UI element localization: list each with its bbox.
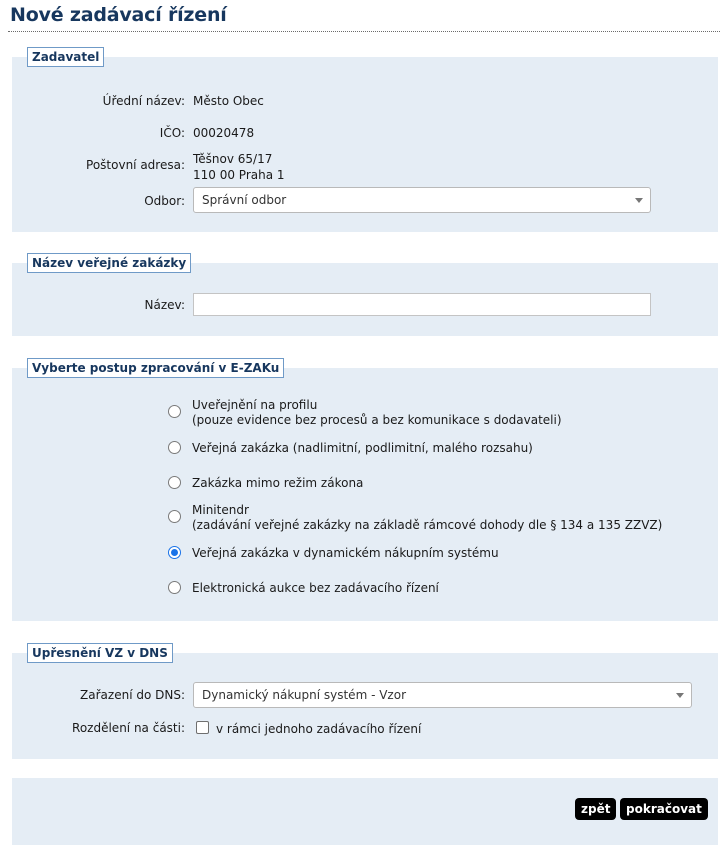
zakazka-legend: Název veřejné zakázky <box>27 253 191 273</box>
radio-aukce-label: Elektronická aukce bez zadávacího řízení <box>192 581 439 595</box>
actions-bar <box>12 778 718 845</box>
zakazka-name-label: Název: <box>144 298 185 312</box>
department-select-value: Správní odbor <box>202 193 287 207</box>
address-line1: Těšnov 65/17 <box>193 152 273 166</box>
radio-mimo-rezim-label: Zakázka mimo režim zákona <box>192 476 364 490</box>
chevron-down-icon <box>676 693 684 698</box>
radio-minitendr-sublabel: (zadávání veřejné zakázky na základě rámcové dohody dle § 134 a 135 ZZVZ) <box>192 518 663 532</box>
zadavatel-legend: Zadavatel <box>27 47 104 67</box>
radio-aukce[interactable] <box>168 581 181 594</box>
chevron-down-icon <box>635 198 643 203</box>
radio-profil-sublabel: (pouze evidence bez procesů a bez komunikace s dodavateli) <box>192 413 562 427</box>
dns-section <box>12 646 718 759</box>
title-divider <box>8 31 720 32</box>
department-select[interactable] <box>193 187 651 213</box>
official-name-value: Město Obec <box>193 94 264 108</box>
radio-minitendr[interactable] <box>168 510 181 523</box>
zakazka-name-input[interactable] <box>193 293 651 316</box>
continue-button[interactable]: pokračovat <box>620 798 708 820</box>
split-checkbox-label: v rámci jednoho zadávacího řízení <box>216 722 422 736</box>
split-label: Rozdělení na části: <box>72 721 185 735</box>
radio-profil[interactable] <box>168 405 181 418</box>
page-title: Nové zadávací řízení <box>10 4 227 26</box>
zadavatel-section <box>12 50 718 232</box>
address-label: Poštovní adresa: <box>86 158 185 172</box>
ico-label: IČO: <box>159 126 185 140</box>
radio-dns[interactable] <box>168 546 181 559</box>
radio-verejna[interactable] <box>168 441 181 454</box>
dns-assign-label: Zařazení do DNS: <box>80 688 185 702</box>
department-label: Odbor: <box>144 194 185 208</box>
split-checkbox[interactable] <box>196 721 209 734</box>
radio-minitendr-label: Minitendr <box>192 503 249 517</box>
official-name-label: Úřední název: <box>102 94 185 108</box>
radio-verejna-label: Veřejná zakázka (nadlimitní, podlimitní, malého rozsahu) <box>192 441 533 455</box>
postup-section <box>12 361 718 621</box>
dns-assign-select[interactable] <box>193 682 692 708</box>
radio-mimo-rezim[interactable] <box>168 476 181 489</box>
radio-profil-label: Uveřejnění na profilu <box>192 398 318 412</box>
dns-assign-select-value: Dynamický nákupní systém - Vzor <box>202 688 406 702</box>
zakazka-section <box>12 256 718 336</box>
dns-legend: Upřesnění VZ v DNS <box>27 643 173 663</box>
back-button[interactable]: zpět <box>575 798 616 820</box>
ico-value: 00020478 <box>193 126 255 140</box>
postup-legend: Vyberte postup zpracování v E-ZAKu <box>27 358 284 378</box>
address-line2: 110 00 Praha 1 <box>193 168 285 182</box>
radio-dns-label: Veřejná zakázka v dynamickém nákupním systému <box>192 546 499 560</box>
